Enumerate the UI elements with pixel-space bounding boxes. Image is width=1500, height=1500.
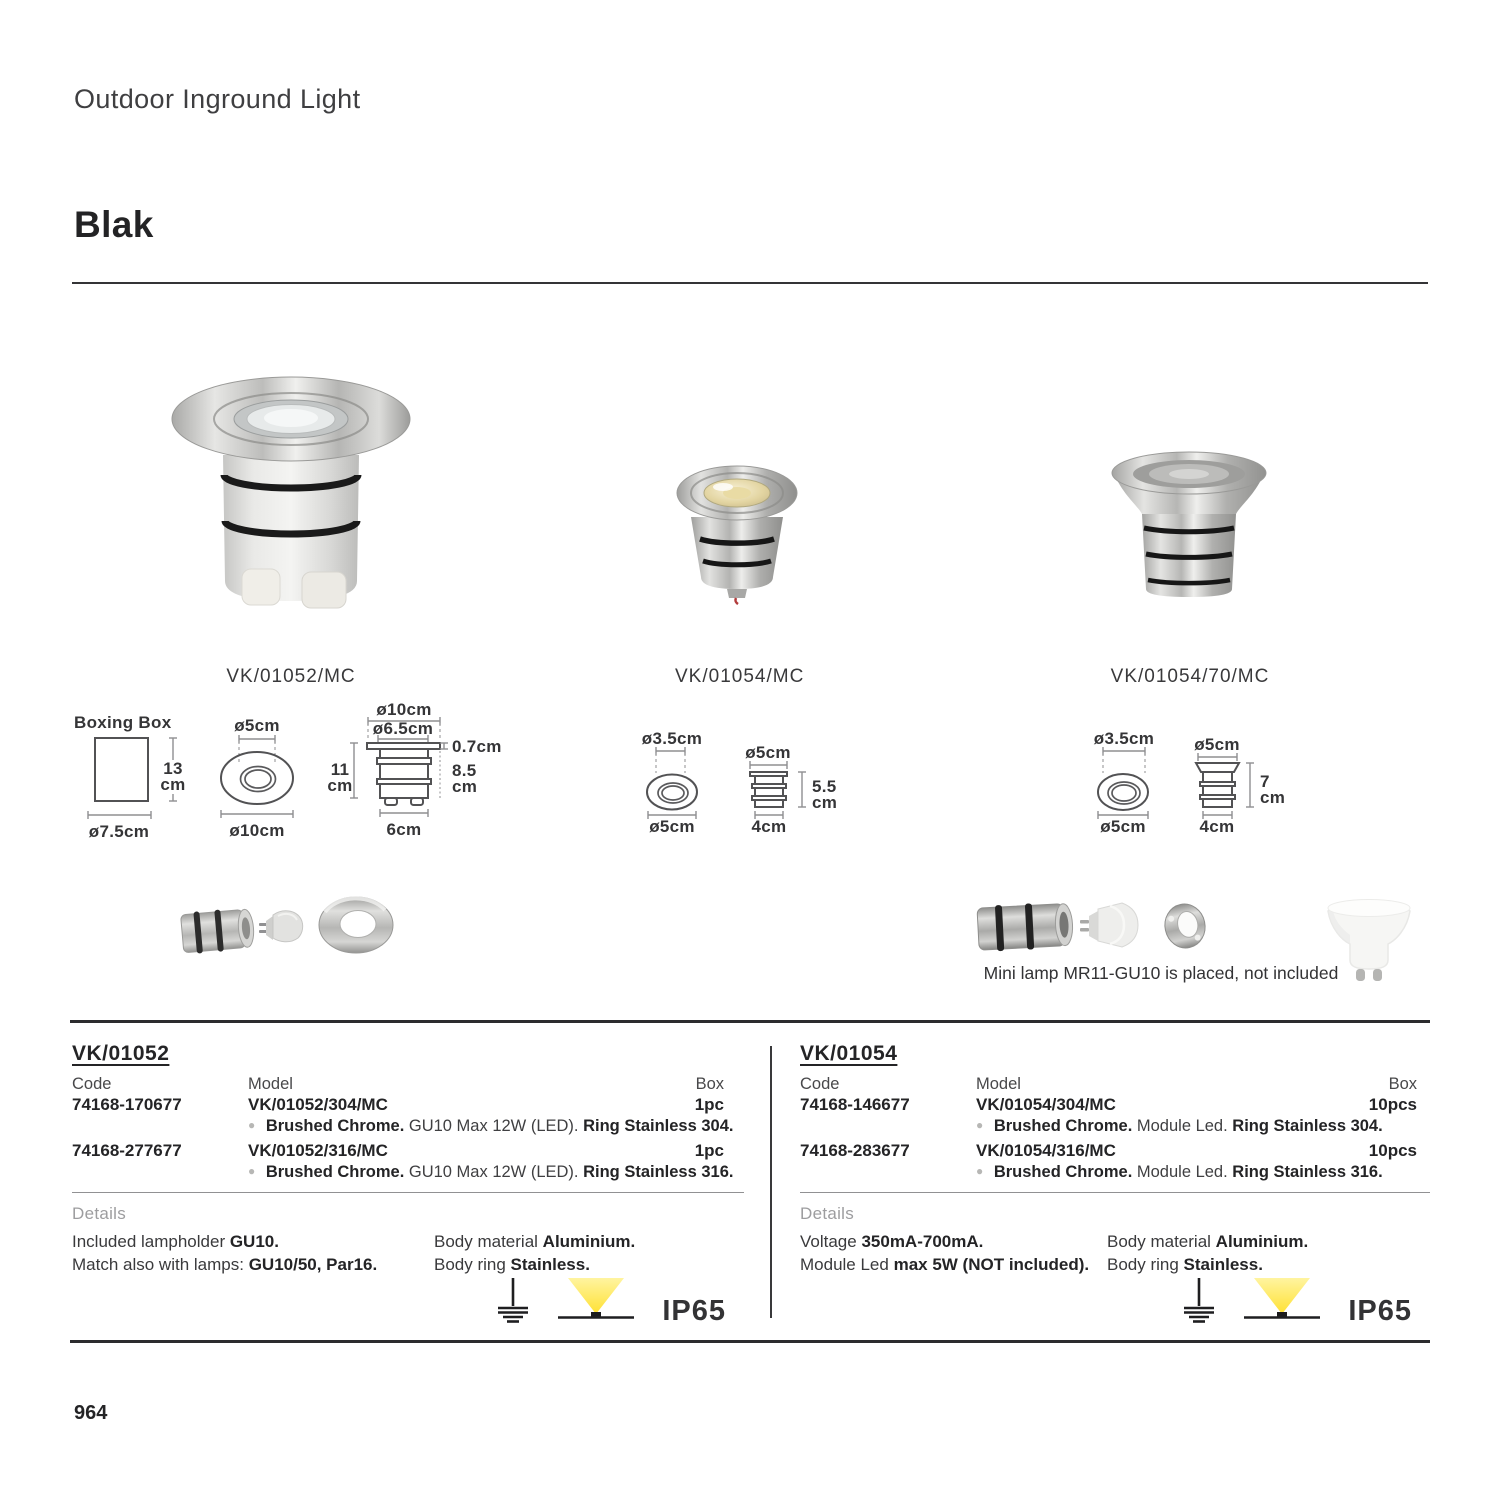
finish-text: Brushed Chrome. [265, 1163, 405, 1181]
col-header-code: Code [800, 1075, 840, 1093]
boxing-box-title: Boxing Box [74, 713, 172, 732]
spec-section-vk01052 [72, 1042, 744, 1342]
ring-text: Ring Stainless 316. [1232, 1163, 1383, 1181]
p3-section-width-dim: 4cm [1199, 817, 1235, 836]
finish-dot-icon: ● [976, 1118, 984, 1132]
details-divider [72, 1192, 744, 1193]
product-photo-vk01054-70mc [1110, 450, 1270, 600]
product-description [976, 1163, 1383, 1182]
detail-pre: Body material [434, 1232, 543, 1251]
box-quantity: 1pc [694, 1095, 724, 1114]
p2-section-top-dim: ø5cm [745, 743, 791, 762]
detail-bold: GU10/50, Par16. [248, 1255, 378, 1274]
product-model: VK/01054/316/MC [976, 1141, 1116, 1160]
spec-title: VK/01054 [800, 1042, 898, 1065]
detail-line [434, 1232, 635, 1252]
certification-icons [496, 1276, 726, 1328]
boxing-box-height-unit: cm [160, 775, 186, 794]
p3-section-height-unit: cm [1260, 788, 1286, 807]
spec-header-row [72, 1075, 724, 1094]
p1-section-body-value: 8.5 [452, 761, 477, 780]
p1-section-height-unit: cm [327, 776, 353, 795]
lamp-text: GU10 Max 12W (LED). [408, 1117, 579, 1135]
detail-line [72, 1232, 279, 1252]
boxing-box-width: ø7.5cm [88, 822, 150, 841]
p2-section-height-unit: cm [812, 793, 838, 812]
col-header-model: Model [976, 1075, 1021, 1093]
accessory-kit-vk01052-image [180, 890, 395, 968]
title-divider [72, 282, 1428, 284]
detail-bold: Aluminium. [542, 1232, 636, 1251]
finish-dot-icon: ● [976, 1164, 984, 1178]
ground-icon [496, 1276, 530, 1324]
accessory-kit-vk01054-image [970, 888, 1220, 966]
body-sleeve-image [977, 901, 1074, 952]
product-photo-vk01054mc [675, 463, 801, 605]
box-quantity: 10pcs [1368, 1095, 1417, 1114]
spec-title: VK/01052 [72, 1042, 170, 1065]
ip-rating: IP65 [1348, 1295, 1412, 1328]
mini-lamp-note: Mini lamp MR11-GU10 is placed, not included [983, 963, 1339, 983]
box-quantity: 1pc [694, 1141, 724, 1160]
product-model: VK/01052/316/MC [248, 1141, 388, 1160]
detail-line [1107, 1232, 1308, 1252]
product-model: VK/01052/304/MC [248, 1095, 388, 1114]
ring-text: Ring Stainless 304. [1232, 1117, 1383, 1135]
box-quantity: 10pcs [1368, 1141, 1417, 1160]
recessed-light-beam-icon [1242, 1276, 1322, 1324]
detail-bold: max 5W (NOT included). [893, 1255, 1090, 1274]
p1-section-flange-dim: 0.7cm [452, 737, 502, 756]
product-code: 74168-146677 [800, 1095, 910, 1114]
detail-pre: Voltage [800, 1232, 862, 1251]
product-label-vk01054mc: VK/01054/MC [675, 666, 805, 687]
details-divider [800, 1192, 1430, 1193]
ring-text: Ring Stainless 304. [583, 1117, 734, 1135]
lamp-text: Module Led. [1136, 1117, 1228, 1135]
p3-section-height-value: 7 [1260, 772, 1270, 791]
dimension-diagram-vk01054-70 [1060, 715, 1340, 855]
dimension-diagram-vk01052 [60, 700, 510, 858]
details-title: Details [72, 1204, 127, 1223]
spec-row [72, 1095, 724, 1115]
detail-line [72, 1255, 377, 1275]
spec-column-divider [770, 1046, 772, 1318]
p1-top-inner-dim: ø5cm [234, 716, 280, 735]
detail-bold: Stainless. [1183, 1255, 1263, 1274]
product-description [976, 1117, 1383, 1136]
certification-icons [1182, 1276, 1412, 1328]
mounting-ring-image [1161, 900, 1209, 951]
detail-line [800, 1232, 983, 1252]
product-label-vk01054-70mc: VK/01054/70/MC [1110, 666, 1270, 687]
detail-pre: Body material [1107, 1232, 1216, 1251]
p2-top-outer-dim: ø5cm [649, 817, 695, 836]
detail-pre: Body ring [1107, 1255, 1184, 1274]
p1-section-height-value: 11 [330, 760, 350, 779]
p3-section-top-dim: ø5cm [1194, 735, 1240, 754]
ring-text: Ring Stainless 316. [583, 1163, 734, 1181]
p2-top-inner-dim: ø3.5cm [641, 729, 703, 748]
body-sleeve-image [180, 907, 255, 955]
gu10-lamp-image [259, 911, 303, 942]
product-description [248, 1163, 734, 1182]
p1-section-body-unit: cm [452, 777, 478, 796]
product-code: 74168-170677 [72, 1095, 182, 1114]
p1-section-width-dim: 6cm [386, 820, 422, 839]
col-header-box: Box [1388, 1075, 1417, 1093]
spec-top-rule [70, 1020, 1430, 1023]
product-model: VK/01054/304/MC [976, 1095, 1116, 1114]
spec-row [800, 1141, 1417, 1161]
detail-bold: Stainless. [510, 1255, 590, 1274]
p1-section-inner-dim: ø6.5cm [372, 719, 434, 738]
detail-pre: Match also with lamps: [72, 1255, 249, 1274]
detail-line [434, 1255, 590, 1275]
finish-dot-icon: ● [248, 1164, 256, 1178]
col-header-model: Model [248, 1075, 293, 1093]
ip-rating: IP65 [662, 1295, 726, 1328]
lamp-text: GU10 Max 12W (LED). [408, 1163, 579, 1181]
detail-bold: Aluminium. [1215, 1232, 1309, 1251]
finish-text: Brushed Chrome. [265, 1117, 405, 1135]
dimension-diagram-vk01054 [620, 715, 890, 855]
mini-lamp-image [1080, 903, 1138, 947]
category-heading: Outdoor Inground Light [74, 84, 361, 114]
product-code: 74168-277677 [72, 1141, 182, 1160]
finish-dot-icon: ● [248, 1118, 256, 1132]
detail-pre: Body ring [434, 1255, 511, 1274]
finish-text: Brushed Chrome. [993, 1117, 1133, 1135]
product-description [248, 1117, 734, 1136]
detail-pre: Module Led [800, 1255, 894, 1274]
product-family-title: Blak [74, 204, 154, 245]
ground-icon [1182, 1276, 1216, 1324]
spec-section-vk01054 [800, 1042, 1430, 1342]
product-label-vk01052mc: VK/01052/MC [226, 666, 356, 687]
p1-section-outer-dim: ø10cm [376, 700, 432, 719]
col-header-code: Code [72, 1075, 112, 1093]
recessed-light-beam-icon [556, 1276, 636, 1324]
p2-section-width-dim: 4cm [751, 817, 787, 836]
detail-pre: Included lampholder [72, 1232, 230, 1251]
spec-row [800, 1095, 1417, 1115]
finish-text: Brushed Chrome. [993, 1163, 1133, 1181]
product-photo-vk01052mc [170, 375, 412, 611]
detail-line [800, 1255, 1089, 1275]
detail-bold: 350mA-700mA. [861, 1232, 984, 1251]
product-code: 74168-283677 [800, 1141, 910, 1160]
p3-top-outer-dim: ø5cm [1100, 817, 1146, 836]
p2-section-height-value: 5.5 [812, 777, 837, 796]
boxing-box-height-value: 13 [163, 759, 183, 778]
p3-top-inner-dim: ø3.5cm [1093, 729, 1155, 748]
spec-header-row [800, 1075, 1417, 1094]
detail-bold: GU10. [229, 1232, 279, 1251]
detail-line [1107, 1255, 1263, 1275]
col-header-box: Box [695, 1075, 724, 1093]
lamp-text: Module Led. [1136, 1163, 1228, 1181]
spec-row [72, 1141, 724, 1161]
p1-top-outer-dim: ø10cm [229, 821, 285, 840]
details-title: Details [800, 1204, 855, 1223]
mounting-ring-image [319, 897, 393, 953]
page-number: 964 [74, 1402, 108, 1424]
